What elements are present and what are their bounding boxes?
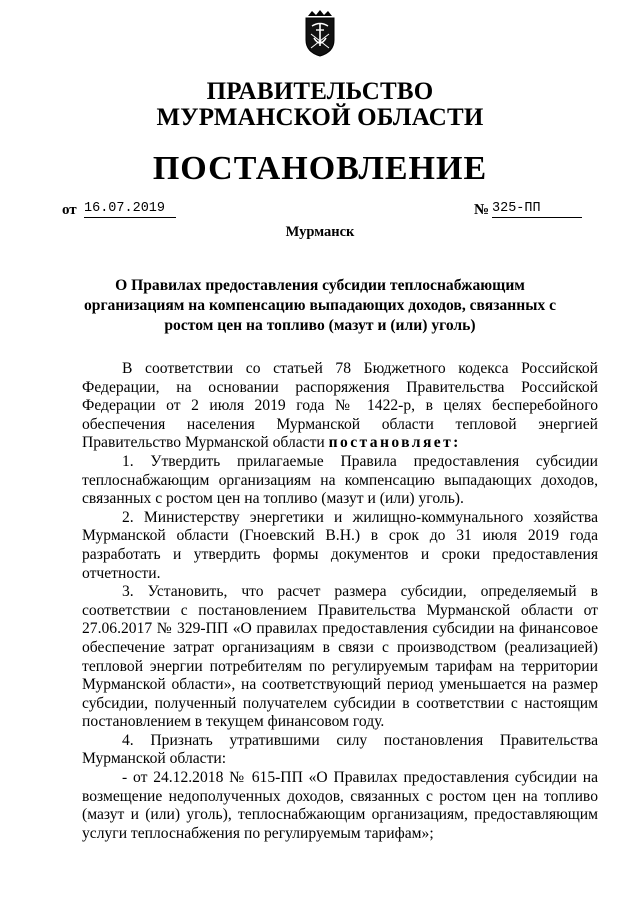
coat-of-arms-icon (300, 8, 340, 58)
document-body (82, 360, 598, 843)
document-number: 325-ПП (492, 201, 582, 218)
document-title: О Правилах предоставления субсидии теплоснабжающим организациям на компенсацию выпадающих доходов, связанных с ростом цен на топливо (мазут и (или) уголь) (83, 277, 557, 334)
paragraph-1: 1. Утвердить прилагаемые Правила предоставления субсидии теплоснабжающим организациям на компенсацию выпадающих доходов, связанных с ростом цен на топливо (мазут и (или) уголь). (82, 452, 598, 508)
city-name: Мурманск (285, 224, 355, 240)
intro-text: В соответствии со статьей 78 Бюджетного кодекса Российской Федерации, на основании распоряжения Правительства Российской Федерации от 2 июля 2019 года № 1422-р, в целях бесперебойного обеспечения населения Мурманской области тепловой энергией Правительство Мурманской области (82, 360, 598, 452)
paragraph-3: 3. Установить, что расчет размера субсидии, определяемый в соответствии с постановлением Правительства Мурманской области от 27.06.2017 № 329-ПП «О правилах предоставления субсидии на финансовое обеспечение затрат организациям в связи с производством (реализацией) тепловой энергии потребителям по регулируемым тарифам на территории Мурманской области», на соответствующий период уменьшается на размер субсидии, полученный получателем субсидии в соответствии с настоящим постановлением в текущем финансовом году. (82, 583, 598, 731)
government-name-line2: МУРМАНСКОЙ ОБЛАСТИ (156, 104, 484, 131)
date-prefix: от (62, 202, 77, 218)
intro-paragraph (82, 360, 598, 453)
resolution-keyword: постановляет: (328, 434, 461, 452)
document-date: 16.07.2019 (84, 201, 176, 218)
number-prefix: № (474, 202, 490, 218)
paragraph-4: 4. Признать утратившими силу постановления Правительства Мурманской области: (82, 731, 598, 768)
document-type-heading: ПОСТАНОВЛЕНИЕ (152, 150, 488, 187)
paragraph-2: 2. Министерству энергетики и жилищно-коммунального хозяйства Мурманской области (Гноевский В.Н.) в срок до 31 июля 2019 года разработать и утвердить формы документов и сроки предоставления отчетности. (82, 508, 598, 582)
government-name-line1: ПРАВИТЕЛЬСТВО (206, 78, 434, 105)
paragraph-4-bullet: - от 24.12.2018 № 615-ПП «О Правилах предоставления субсидии на возмещение недополученных доходов, связанных с ростом цен на топливо (мазут и (или) уголь), теплоснабжающим организациям, предоставляющим услуги теплоснабжения по регулируемым тарифам»; (82, 769, 598, 842)
